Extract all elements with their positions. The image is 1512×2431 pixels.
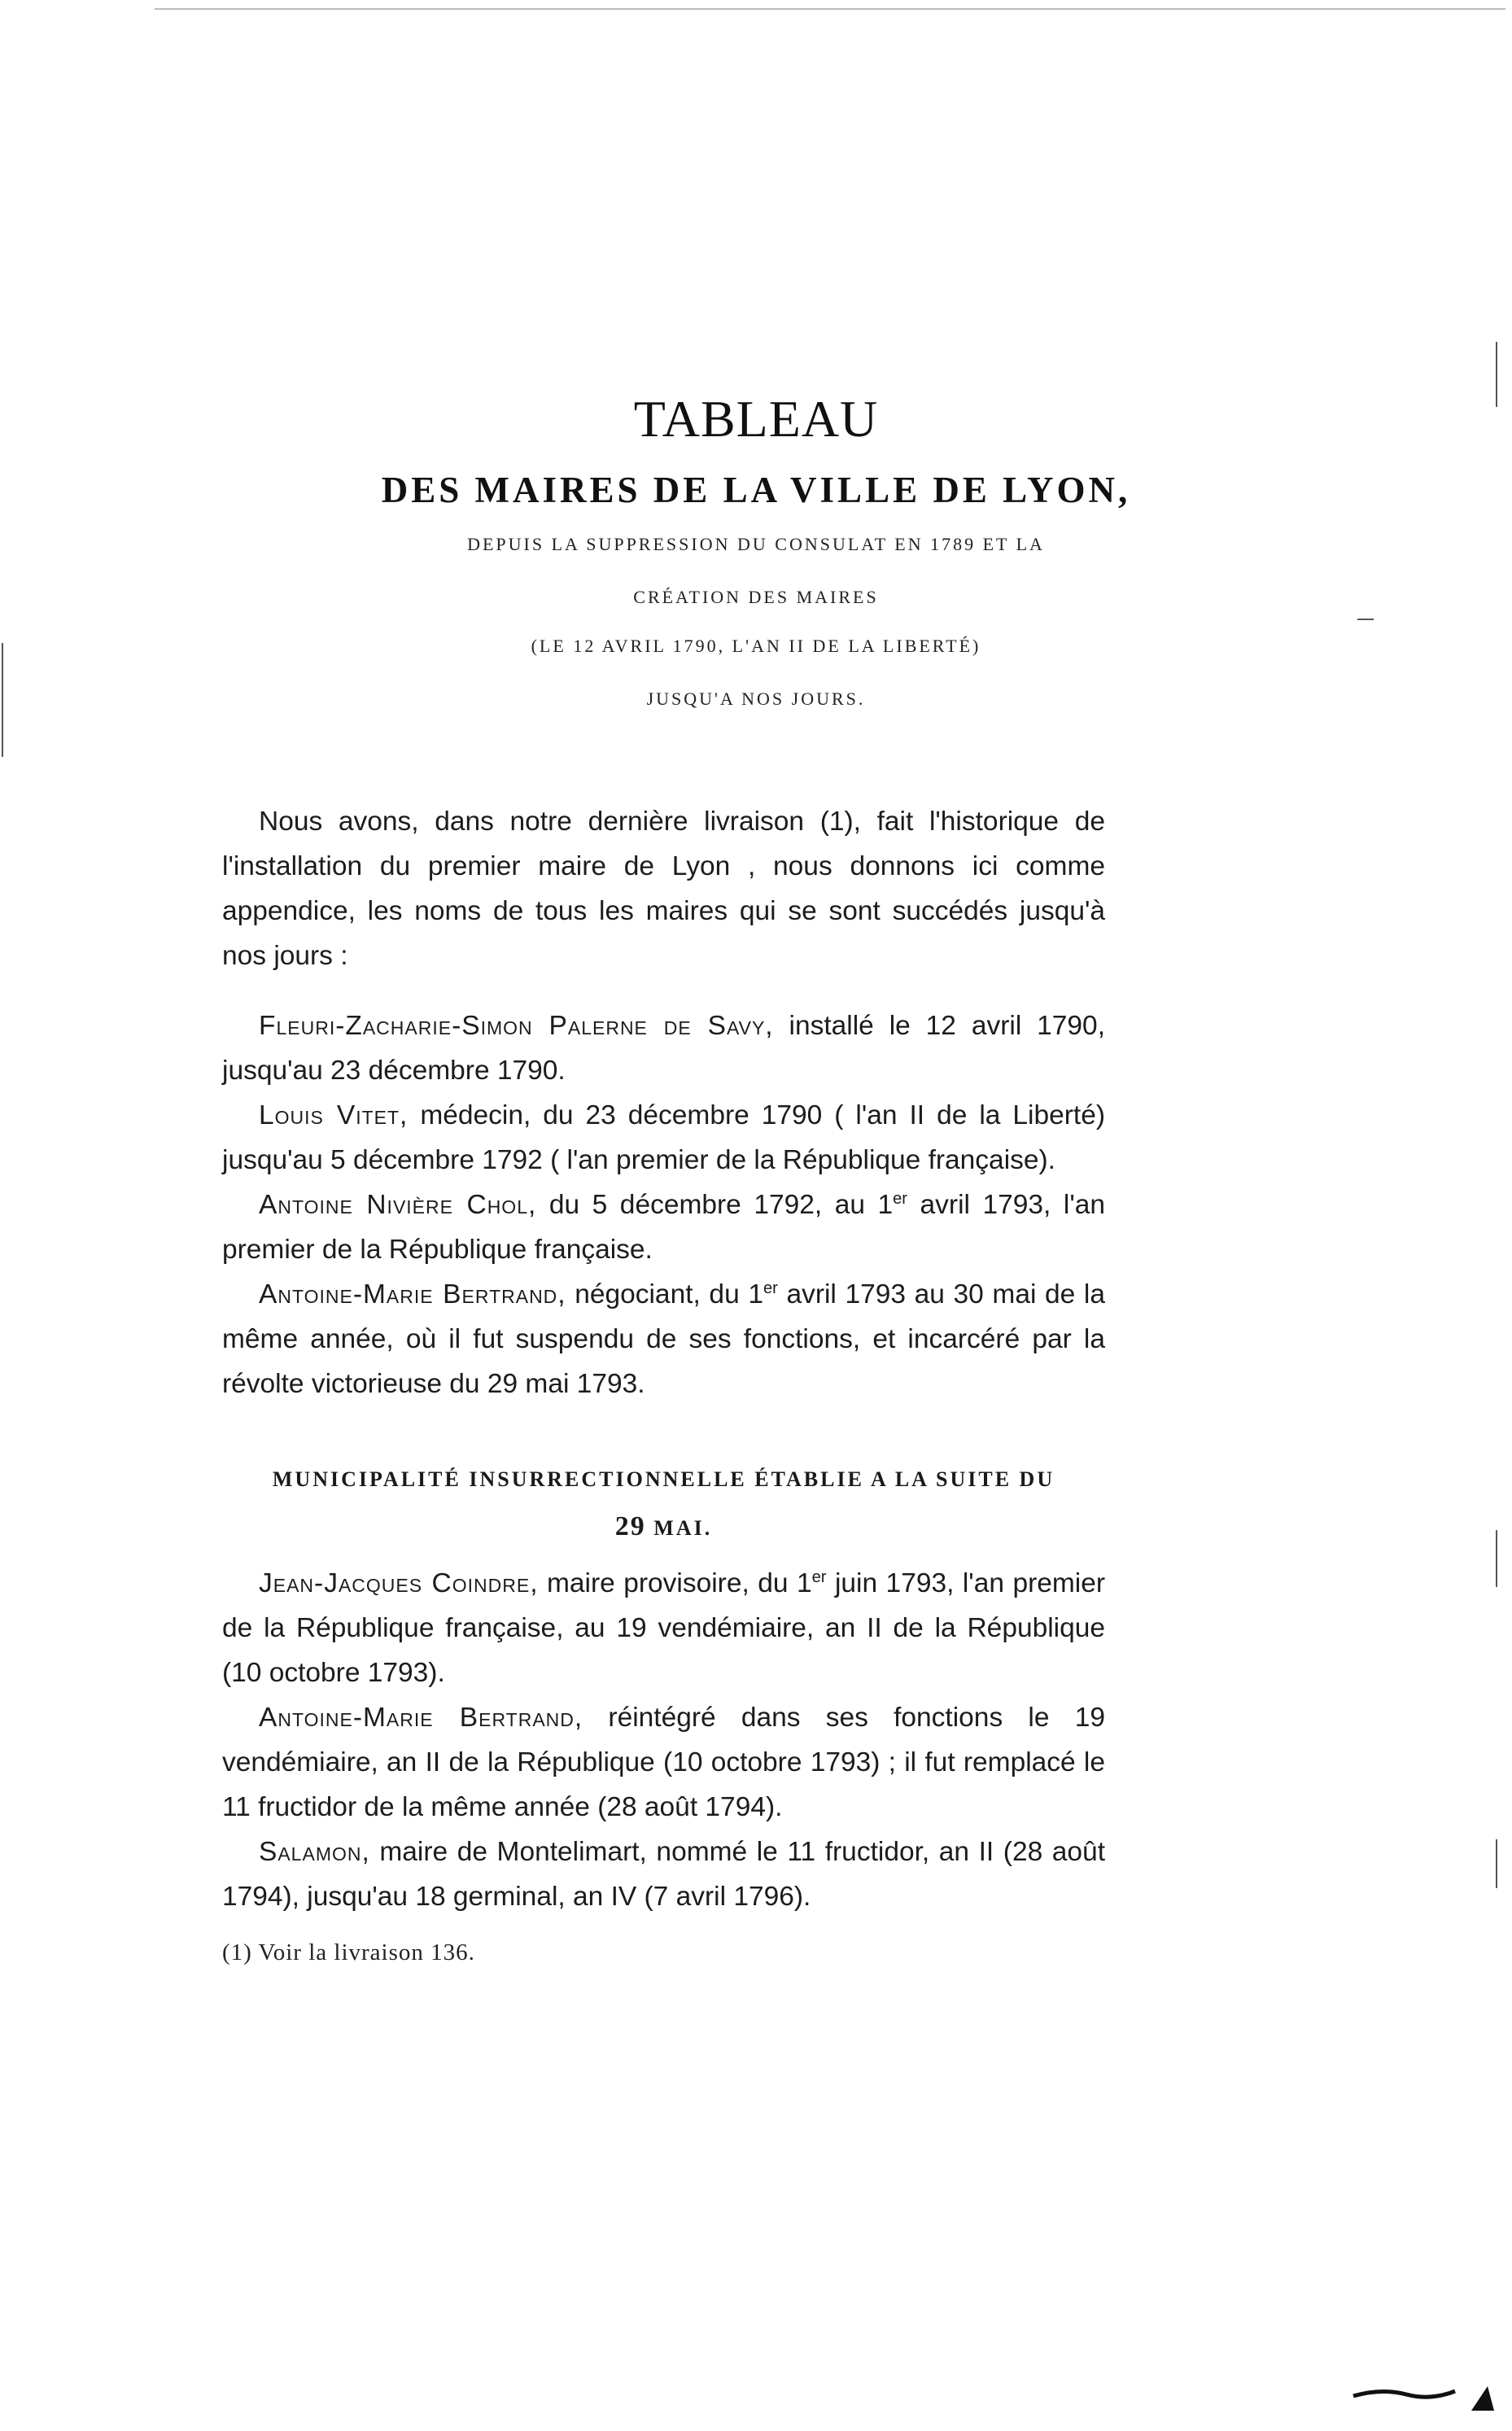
margin-speck bbox=[1357, 619, 1374, 620]
subheading-line-2: CRÉATION DES MAIRES bbox=[633, 587, 879, 607]
subheading-line-1: DEPUIS LA SUPPRESSION DU CONSULAT EN 1789 ET LA bbox=[467, 534, 1045, 554]
mayor-entry bbox=[222, 1183, 1105, 1272]
page-title: TABLEAU bbox=[633, 390, 879, 448]
mayor-entry bbox=[222, 1695, 1105, 1830]
superscript: er bbox=[763, 1279, 778, 1297]
mayor-text: avril 1793, l'an premier de la République française. bbox=[222, 1190, 1105, 1265]
mayor-text: juin 1793, l'an premier de la République française, au 19 vendémiaire, an II de la République (10 octobre 1793). bbox=[222, 1568, 1105, 1688]
subheading-line-4: JUSQU'A NOS JOURS. bbox=[646, 689, 866, 709]
mayor-entry bbox=[222, 1830, 1105, 1919]
mayor-text: négociant, du 1 bbox=[566, 1279, 763, 1310]
superscript: er bbox=[811, 1567, 827, 1586]
intro-paragraph bbox=[222, 799, 1105, 978]
mayor-entry bbox=[222, 1272, 1105, 1406]
section-heading bbox=[222, 1456, 1105, 1552]
mayor-name: Louis Vitet, bbox=[259, 1100, 409, 1130]
page-top-rule bbox=[155, 8, 1505, 10]
mayor-text: du 5 décembre 1792, au 1 bbox=[536, 1190, 894, 1220]
section-heading-date bbox=[222, 1503, 1105, 1552]
margin-speck bbox=[1496, 1530, 1497, 1587]
superscript: er bbox=[893, 1189, 907, 1208]
mayors-list-part1 bbox=[222, 1003, 1105, 1406]
section-month: MAI. bbox=[653, 1516, 713, 1540]
mayor-text: maire de Montelimart, nommé le 11 fructidor, an II (28 août 1794), jusqu'au 18 germinal, an IV (7 avril 1796). bbox=[222, 1837, 1105, 1912]
mayor-text: installé le 12 avril 1790, jusqu'au 23 décembre 1790. bbox=[222, 1011, 1105, 1086]
section-heading-line: MUNICIPALITÉ INSURRECTIONNELLE ÉTABLIE A LA SUITE DU bbox=[272, 1467, 1055, 1491]
margin-speck bbox=[1496, 342, 1497, 407]
mayor-name: Fleuri-Zacharie-Simon Palerne de Savy, bbox=[259, 1011, 774, 1041]
margin-speck bbox=[2, 643, 3, 757]
mayor-name: Antoine-Marie Bertrand, bbox=[259, 1703, 583, 1733]
ink-smudge-icon bbox=[1349, 2380, 1500, 2412]
mayor-name: Salamon, bbox=[259, 1837, 370, 1867]
mayor-text: maire provisoire, du 1 bbox=[538, 1568, 812, 1598]
mayor-entry bbox=[222, 1093, 1105, 1183]
page-subtitle: DES MAIRES DE LA VILLE DE LYON, bbox=[381, 470, 1131, 510]
mayor-name: Jean-Jacques Coindre, bbox=[259, 1568, 539, 1598]
mayors-list-part2 bbox=[222, 1561, 1105, 1919]
mayor-text: médecin, du 23 décembre 1790 ( l'an II de la Liberté) jusqu'au 5 décembre 1792 ( l'an premier de la République française). bbox=[222, 1100, 1105, 1175]
footnote: (1) Voir la livraison 136. bbox=[222, 1939, 475, 1965]
section-day: 29 bbox=[614, 1511, 646, 1541]
mayor-name: Antoine-Marie Bertrand, bbox=[259, 1279, 566, 1310]
intro-text: Nous avons, dans notre dernière livraison (1), fait l'historique de l'installation du premier maire de Lyon , nous donnons ici comme appendice, les noms de tous les maires qui se sont succédés jusqu'à nos jours : bbox=[222, 807, 1105, 971]
mayor-text: réintégré dans ses fonctions le 19 vendémiaire, an II de la République (10 octobre 1793) ; il fut remplacé le 11 fructidor de la même année (28 août 1794). bbox=[222, 1703, 1105, 1822]
mayor-text: avril 1793 au 30 mai de la même année, où il fut suspendu de ses fonctions, et incarcéré par la révolte victorieuse du 29 mai 1793. bbox=[222, 1279, 1105, 1399]
mayor-entry bbox=[222, 1003, 1105, 1093]
mayor-entry bbox=[222, 1561, 1105, 1695]
margin-speck bbox=[1496, 1839, 1497, 1888]
subheading-line-3: (LE 12 AVRIL 1790, L'AN II DE LA LIBERTÉ) bbox=[531, 636, 981, 656]
mayor-name: Antoine Nivière Chol, bbox=[259, 1190, 537, 1220]
